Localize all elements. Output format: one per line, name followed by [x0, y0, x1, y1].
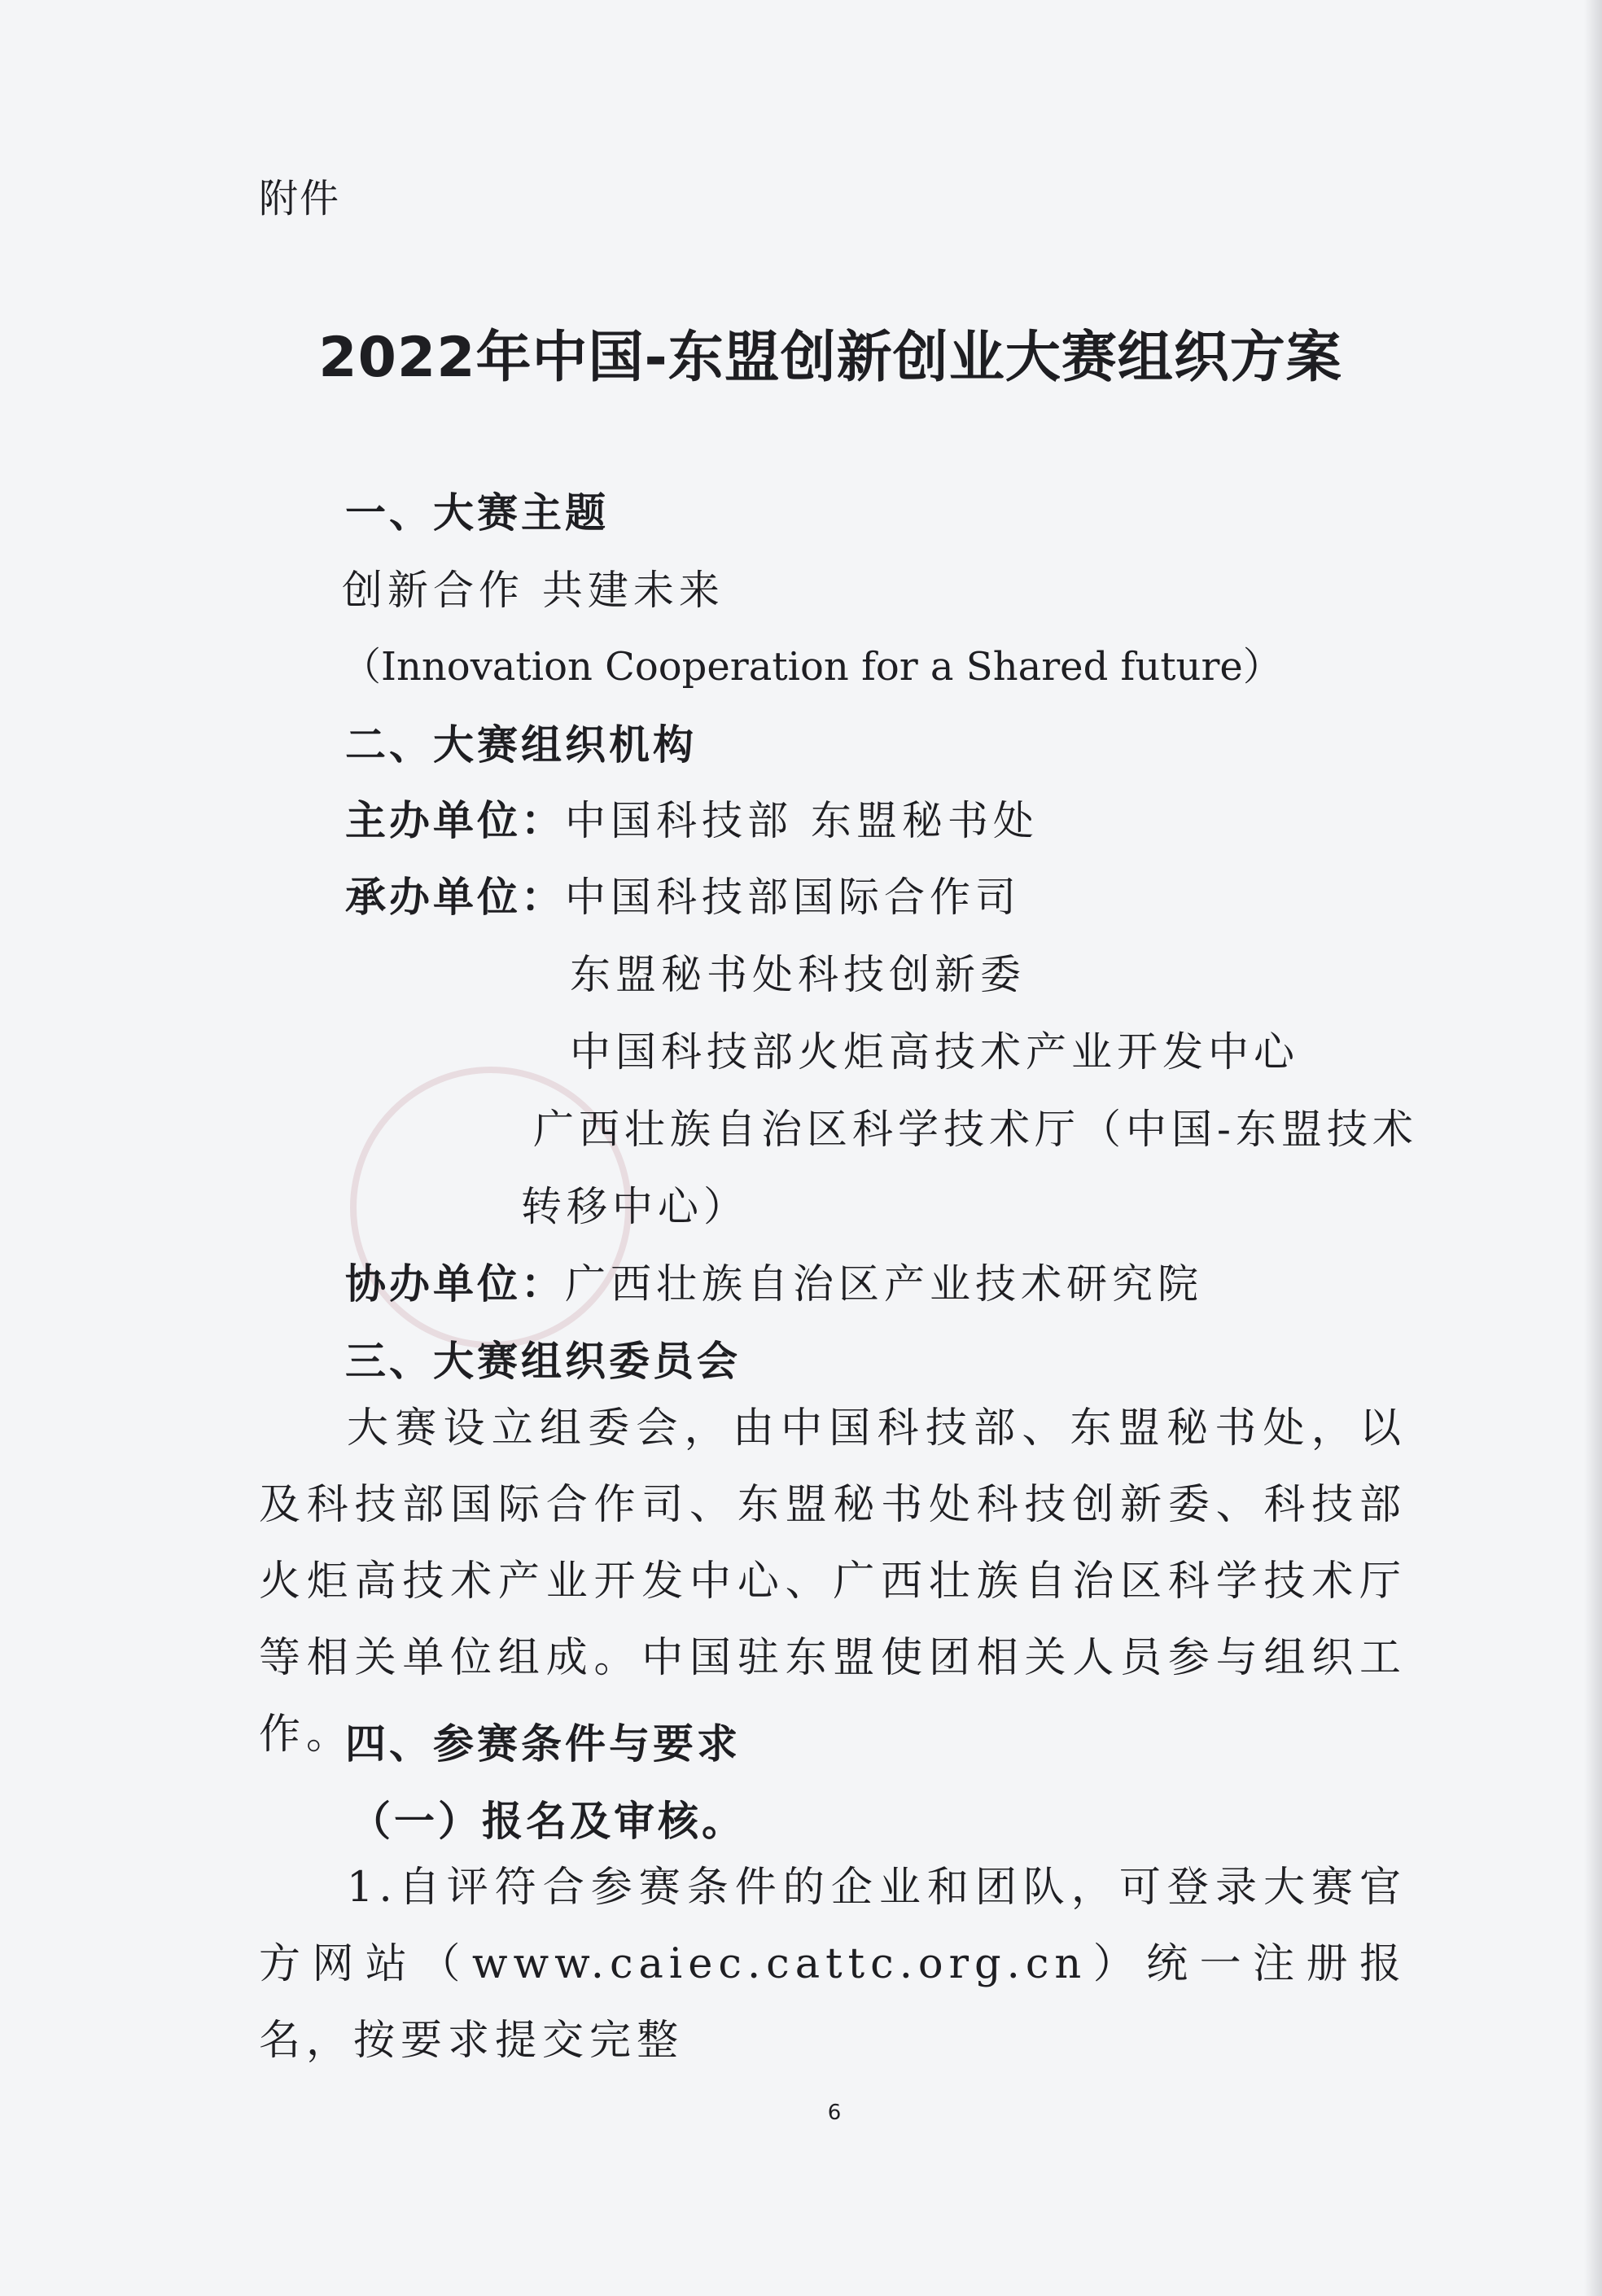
- organizer-4b: 转移中心）: [521, 1183, 749, 1230]
- host-row: [345, 788, 1039, 847]
- section-4-paragraph: 1.自评符合参赛条件的企业和团队，可登录大赛官方网站（www.caiec.cattc.org.cn）统一注册报名，按要求提交完整: [259, 1864, 1407, 2065]
- organizer-4a: 广西壮族自治区科学技术厅（中国-东盟技术: [533, 1106, 1418, 1153]
- theme-en: （Innovation Cooperation for a Shared future）: [342, 644, 1282, 690]
- co-organizer-row: [345, 1251, 1203, 1310]
- section-4-subheading: （一）报名及审核。: [350, 1797, 746, 1845]
- scan-edge-shadow: [1584, 0, 1602, 2296]
- section-2-heading: 二、大赛组织机构: [345, 721, 697, 769]
- page-number: 6: [827, 2101, 842, 2125]
- section-3-heading: 三、大赛组织委员会: [345, 1338, 741, 1385]
- attachment-label: 附件: [259, 176, 341, 221]
- organizer-label: 承办单位：: [345, 873, 565, 921]
- organizer-1: 中国科技部国际合作司: [565, 874, 1021, 921]
- co-organizer-value: 广西壮族自治区产业技术研究院: [565, 1260, 1203, 1308]
- document-title: 2022年中国-东盟创新创业大赛组织方案: [318, 326, 1342, 390]
- section-4-heading: 四、参赛条件与要求: [345, 1720, 741, 1768]
- theme-cn: 创新合作 共建未来: [342, 567, 724, 614]
- host-value: 中国科技部 东盟秘书处: [565, 797, 1039, 844]
- organizer-row: [345, 865, 1021, 923]
- organizer-2: 东盟秘书处科技创新委: [570, 951, 1026, 998]
- section-1-heading: 一、大赛主题: [345, 489, 609, 537]
- section-3-paragraph: 大赛设立组委会，由中国科技部、东盟秘书处，以及科技部国际合作司、东盟秘书处科技创新委、科技部火炬高技术产业开发中心、广西壮族自治区科学技术厅等相关单位组成。中国驻东盟使团相关人员参与组织工作。: [259, 1404, 1407, 1759]
- host-label: 主办单位：: [345, 796, 565, 844]
- organizer-3: 中国科技部火炬高技术产业开发中心: [570, 1028, 1299, 1076]
- co-organizer-label: 协办单位：: [345, 1260, 565, 1308]
